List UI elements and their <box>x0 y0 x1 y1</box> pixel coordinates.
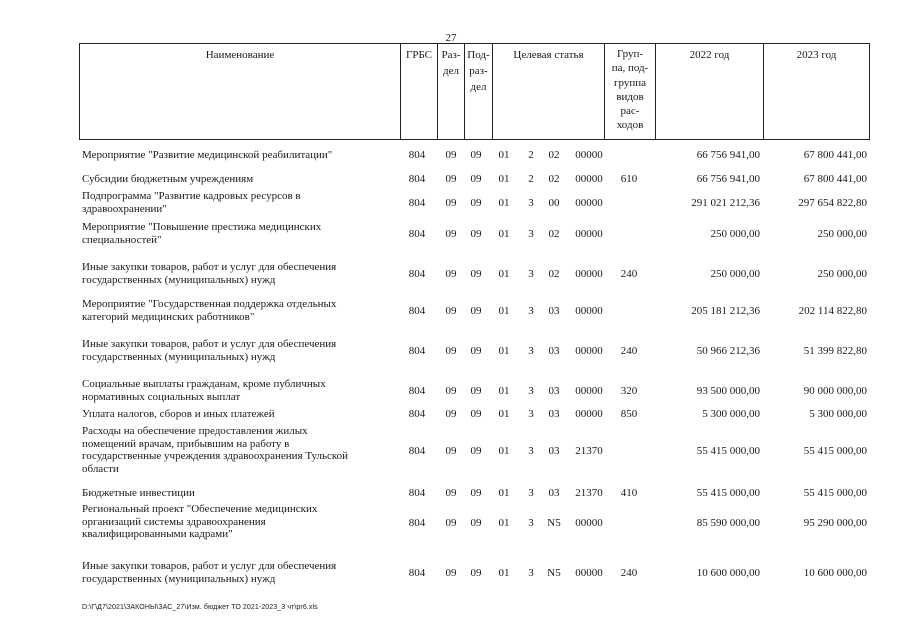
row-value-2023: 250 000,00 <box>817 228 867 241</box>
row-name-line: квалифицированными кадрами" <box>82 528 233 540</box>
row-name <box>82 221 392 246</box>
row-cs-subprogram: 3 <box>528 385 534 398</box>
row-razdel: 09 <box>445 228 457 241</box>
header-razdel-line: дел <box>443 65 459 77</box>
row-value-2022: 205 181 212,36 <box>691 305 760 318</box>
row-name <box>82 149 392 162</box>
row-name-line: Уплата налогов, сборов и иных платежей <box>82 408 275 420</box>
header-gruppa-line: ходов <box>616 119 644 132</box>
row-cs-program: 01 <box>498 228 510 241</box>
row-cs-program: 01 <box>498 197 510 210</box>
row-grbs: 804 <box>408 197 426 210</box>
row-value-2023: 10 600 000,00 <box>803 567 867 580</box>
row-value-2022: 55 415 000,00 <box>696 444 760 457</box>
row-cs-code: 00000 <box>575 567 603 580</box>
row-cs-event: 03 <box>548 345 560 358</box>
row-cs-code: 00000 <box>575 268 603 281</box>
row-cs-program: 01 <box>498 305 510 318</box>
row-cs-event: 02 <box>548 268 560 281</box>
row-cs-program: 01 <box>498 173 510 185</box>
row-name-line: Субсидии бюджетным учреждениям <box>82 173 254 185</box>
row-cs-code: 21370 <box>575 444 603 457</box>
row-razdel: 09 <box>445 305 457 318</box>
row-podrazdel: 09 <box>470 516 482 529</box>
row-podrazdel: 09 <box>470 173 482 185</box>
row-value-2022: 66 756 941,00 <box>696 173 760 185</box>
row-value-2023: 90 000 000,00 <box>803 385 867 398</box>
row-name <box>82 503 392 541</box>
row-value-2022: 5 300 000,00 <box>702 408 760 420</box>
row-value-2022: 93 500 000,00 <box>696 385 760 398</box>
row-name-line: Подпрограмма "Развитие кадровых ресурсов в <box>82 190 301 202</box>
row-name-line: Иные закупки товаров, работ и услуг для обеспечения <box>82 261 337 273</box>
row-grbs: 804 <box>408 487 426 499</box>
row-name <box>82 408 392 421</box>
header-grbs-label: ГРБС <box>405 49 433 61</box>
header-gruppa-line: группа <box>613 76 647 89</box>
row-razdel: 09 <box>445 516 457 529</box>
row-value-2022: 55 415 000,00 <box>696 487 760 499</box>
row-cs-event: 02 <box>548 149 560 161</box>
row-name-line: организаций системы здравоохранения <box>82 515 266 528</box>
row-vid-rashodov: 240 <box>620 567 638 580</box>
row-grbs: 804 <box>408 567 426 580</box>
row-value-2022: 250 000,00 <box>710 268 760 281</box>
row-name-line: Расходы на обеспечение предоставления жилых <box>82 425 308 437</box>
row-cs-subprogram: 2 <box>528 173 534 185</box>
row-razdel: 09 <box>445 385 457 398</box>
row-grbs: 804 <box>408 149 426 161</box>
row-vid-rashodov: 850 <box>620 408 638 420</box>
row-grbs: 804 <box>408 408 426 420</box>
row-razdel: 09 <box>445 268 457 281</box>
row-cs-subprogram: 3 <box>528 197 534 210</box>
header-celevaya <box>493 44 605 139</box>
row-cs-code: 00000 <box>575 197 603 210</box>
row-grbs: 804 <box>408 516 426 529</box>
row-grbs: 804 <box>408 385 426 398</box>
header-2022 <box>656 44 764 139</box>
row-name <box>82 190 392 215</box>
header-grbs <box>401 44 438 139</box>
row-cs-program: 01 <box>498 385 510 398</box>
table-header <box>79 43 870 140</box>
row-cs-code: 00000 <box>575 149 603 161</box>
row-name-line: области <box>82 462 119 475</box>
row-name-line: государственных (муниципальных) нужд <box>82 572 276 585</box>
row-cs-code: 00000 <box>575 516 603 529</box>
row-podrazdel: 09 <box>470 197 482 210</box>
header-2023-label: 2023 год <box>796 49 837 61</box>
row-cs-code: 00000 <box>575 173 603 185</box>
row-cs-code: 00000 <box>575 385 603 398</box>
row-cs-event: N5 <box>547 567 561 580</box>
row-podrazdel: 09 <box>470 487 482 499</box>
header-2023 <box>764 44 869 139</box>
header-name-label: Наименование <box>205 49 275 61</box>
row-podrazdel: 09 <box>470 268 482 281</box>
row-cs-program: 01 <box>498 444 510 457</box>
row-podrazdel: 09 <box>470 345 482 358</box>
row-value-2023: 95 290 000,00 <box>803 516 867 529</box>
row-cs-event: 00 <box>548 197 560 210</box>
row-value-2022: 250 000,00 <box>710 228 760 241</box>
row-name-line: Бюджетные инвестиции <box>82 487 195 499</box>
row-podrazdel: 09 <box>470 149 482 161</box>
footer-file-path: D:\Г\Д7\2021\ЗАКОНЫ\ЗАС_27\Изм. бюджет ТО 2021-2023_3 чт\pr6.xls <box>82 604 318 611</box>
header-gruppa-line: па, под- <box>611 62 649 75</box>
header-2022-label: 2022 год <box>689 49 730 61</box>
header-name <box>80 44 401 139</box>
header-podrazdel-line: Под- <box>467 49 490 61</box>
header-gruppa-line: рас- <box>620 105 640 118</box>
row-name-line: государственных (муниципальных) нужд <box>82 350 276 363</box>
row-name-line: Мероприятие "Государственная поддержка отдельных <box>82 298 337 310</box>
row-name-line: Иные закупки товаров, работ и услуг для обеспечения <box>82 560 337 572</box>
row-cs-code: 00000 <box>575 345 603 358</box>
row-name-line: Иные закупки товаров, работ и услуг для обеспечения <box>82 338 337 350</box>
row-value-2022: 291 021 212,36 <box>691 197 760 210</box>
row-cs-event: 02 <box>548 173 560 185</box>
row-cs-subprogram: 3 <box>528 305 534 318</box>
row-name <box>82 560 392 585</box>
row-cs-subprogram: 3 <box>528 408 534 420</box>
row-value-2023: 5 300 000,00 <box>809 408 867 420</box>
row-value-2023: 67 800 441,00 <box>803 149 867 161</box>
row-name-line: здравоохранении" <box>82 202 167 215</box>
row-cs-program: 01 <box>498 567 510 580</box>
row-cs-event: 03 <box>548 487 560 499</box>
row-cs-subprogram: 3 <box>528 487 534 499</box>
row-cs-code: 00000 <box>575 305 603 318</box>
row-name <box>82 487 392 500</box>
page-number: 27 <box>445 32 457 44</box>
row-cs-subprogram: 2 <box>528 149 534 161</box>
row-podrazdel: 09 <box>470 305 482 318</box>
row-podrazdel: 09 <box>470 567 482 580</box>
header-podrazdel <box>465 44 493 139</box>
row-cs-subprogram: 3 <box>528 516 534 529</box>
row-cs-subprogram: 3 <box>528 228 534 241</box>
row-razdel: 09 <box>445 567 457 580</box>
row-razdel: 09 <box>445 444 457 457</box>
row-cs-program: 01 <box>498 487 510 499</box>
row-value-2023: 297 654 822,80 <box>798 197 867 210</box>
row-value-2022: 10 600 000,00 <box>696 567 760 580</box>
header-razdel-line: Раз- <box>441 49 461 61</box>
row-grbs: 804 <box>408 228 426 241</box>
row-cs-program: 01 <box>498 408 510 420</box>
row-name <box>82 338 392 363</box>
row-grbs: 804 <box>408 345 426 358</box>
row-value-2023: 55 415 000,00 <box>803 487 867 499</box>
row-razdel: 09 <box>445 487 457 499</box>
header-podrazdel-line: раз- <box>469 65 488 77</box>
header-gruppa-line: видов <box>616 90 644 103</box>
row-value-2022: 66 756 941,00 <box>696 149 760 161</box>
row-podrazdel: 09 <box>470 444 482 457</box>
row-cs-event: 03 <box>548 385 560 398</box>
row-name-line: Социальные выплаты гражданам, кроме публичных <box>82 378 326 390</box>
row-value-2022: 50 966 212,36 <box>696 345 760 358</box>
row-podrazdel: 09 <box>470 228 482 241</box>
row-name <box>82 173 392 186</box>
row-grbs: 804 <box>408 173 426 185</box>
row-vid-rashodov: 610 <box>620 173 638 185</box>
row-grbs: 804 <box>408 444 426 457</box>
row-vid-rashodov: 240 <box>620 345 638 358</box>
row-cs-event: 02 <box>548 228 560 241</box>
row-name-line: специальностей" <box>82 233 162 246</box>
row-name <box>82 378 392 403</box>
header-podrazdel-line: дел <box>470 81 487 93</box>
row-name-line: Мероприятие "Развитие медицинской реабилитации" <box>82 149 333 161</box>
row-cs-event: 03 <box>548 305 560 318</box>
row-vid-rashodov: 410 <box>620 487 638 499</box>
header-razdel <box>438 44 465 139</box>
row-name-line: государственных (муниципальных) нужд <box>82 273 276 286</box>
row-podrazdel: 09 <box>470 408 482 420</box>
row-grbs: 804 <box>408 305 426 318</box>
row-cs-subprogram: 3 <box>528 567 534 580</box>
row-razdel: 09 <box>445 345 457 358</box>
row-name-line: помещений врачам, прибывшим на работу в <box>82 437 290 450</box>
row-name-line: государственные учреждения здравоохранения Тульской <box>82 450 349 462</box>
row-name <box>82 425 392 475</box>
row-value-2023: 202 114 822,80 <box>798 305 867 318</box>
row-cs-event: 03 <box>548 444 560 457</box>
row-value-2023: 250 000,00 <box>817 268 867 281</box>
row-razdel: 09 <box>445 408 457 420</box>
row-razdel: 09 <box>445 149 457 161</box>
row-cs-subprogram: 3 <box>528 268 534 281</box>
row-name-line: категорий медицинских работников" <box>82 310 255 323</box>
row-vid-rashodov: 320 <box>620 385 638 398</box>
row-cs-subprogram: 3 <box>528 444 534 457</box>
row-value-2022: 85 590 000,00 <box>696 516 760 529</box>
row-grbs: 804 <box>408 268 426 281</box>
row-cs-code: 00000 <box>575 408 603 420</box>
header-celevaya-label: Целевая статья <box>513 49 584 61</box>
row-cs-code: 21370 <box>575 487 603 499</box>
row-value-2023: 67 800 441,00 <box>803 173 867 185</box>
header-gruppa <box>605 44 656 139</box>
row-cs-program: 01 <box>498 516 510 529</box>
row-value-2023: 55 415 000,00 <box>803 444 867 457</box>
row-name <box>82 261 392 286</box>
row-cs-subprogram: 3 <box>528 345 534 358</box>
row-podrazdel: 09 <box>470 385 482 398</box>
row-razdel: 09 <box>445 197 457 210</box>
row-name <box>82 298 392 323</box>
row-cs-event: N5 <box>547 516 561 529</box>
row-razdel: 09 <box>445 173 457 185</box>
row-cs-program: 01 <box>498 268 510 281</box>
row-cs-program: 01 <box>498 149 510 161</box>
header-gruppa-line: Груп- <box>616 48 644 60</box>
row-vid-rashodov: 240 <box>620 268 638 281</box>
row-name-line: Мероприятие "Повышение престижа медицинских <box>82 221 322 233</box>
row-cs-code: 00000 <box>575 228 603 241</box>
row-cs-event: 03 <box>548 408 560 420</box>
row-name-line: Региональный проект "Обеспечение медицинских <box>82 503 318 515</box>
row-cs-program: 01 <box>498 345 510 358</box>
row-value-2023: 51 399 822,80 <box>803 345 867 358</box>
row-name-line: нормативных социальных выплат <box>82 390 241 403</box>
